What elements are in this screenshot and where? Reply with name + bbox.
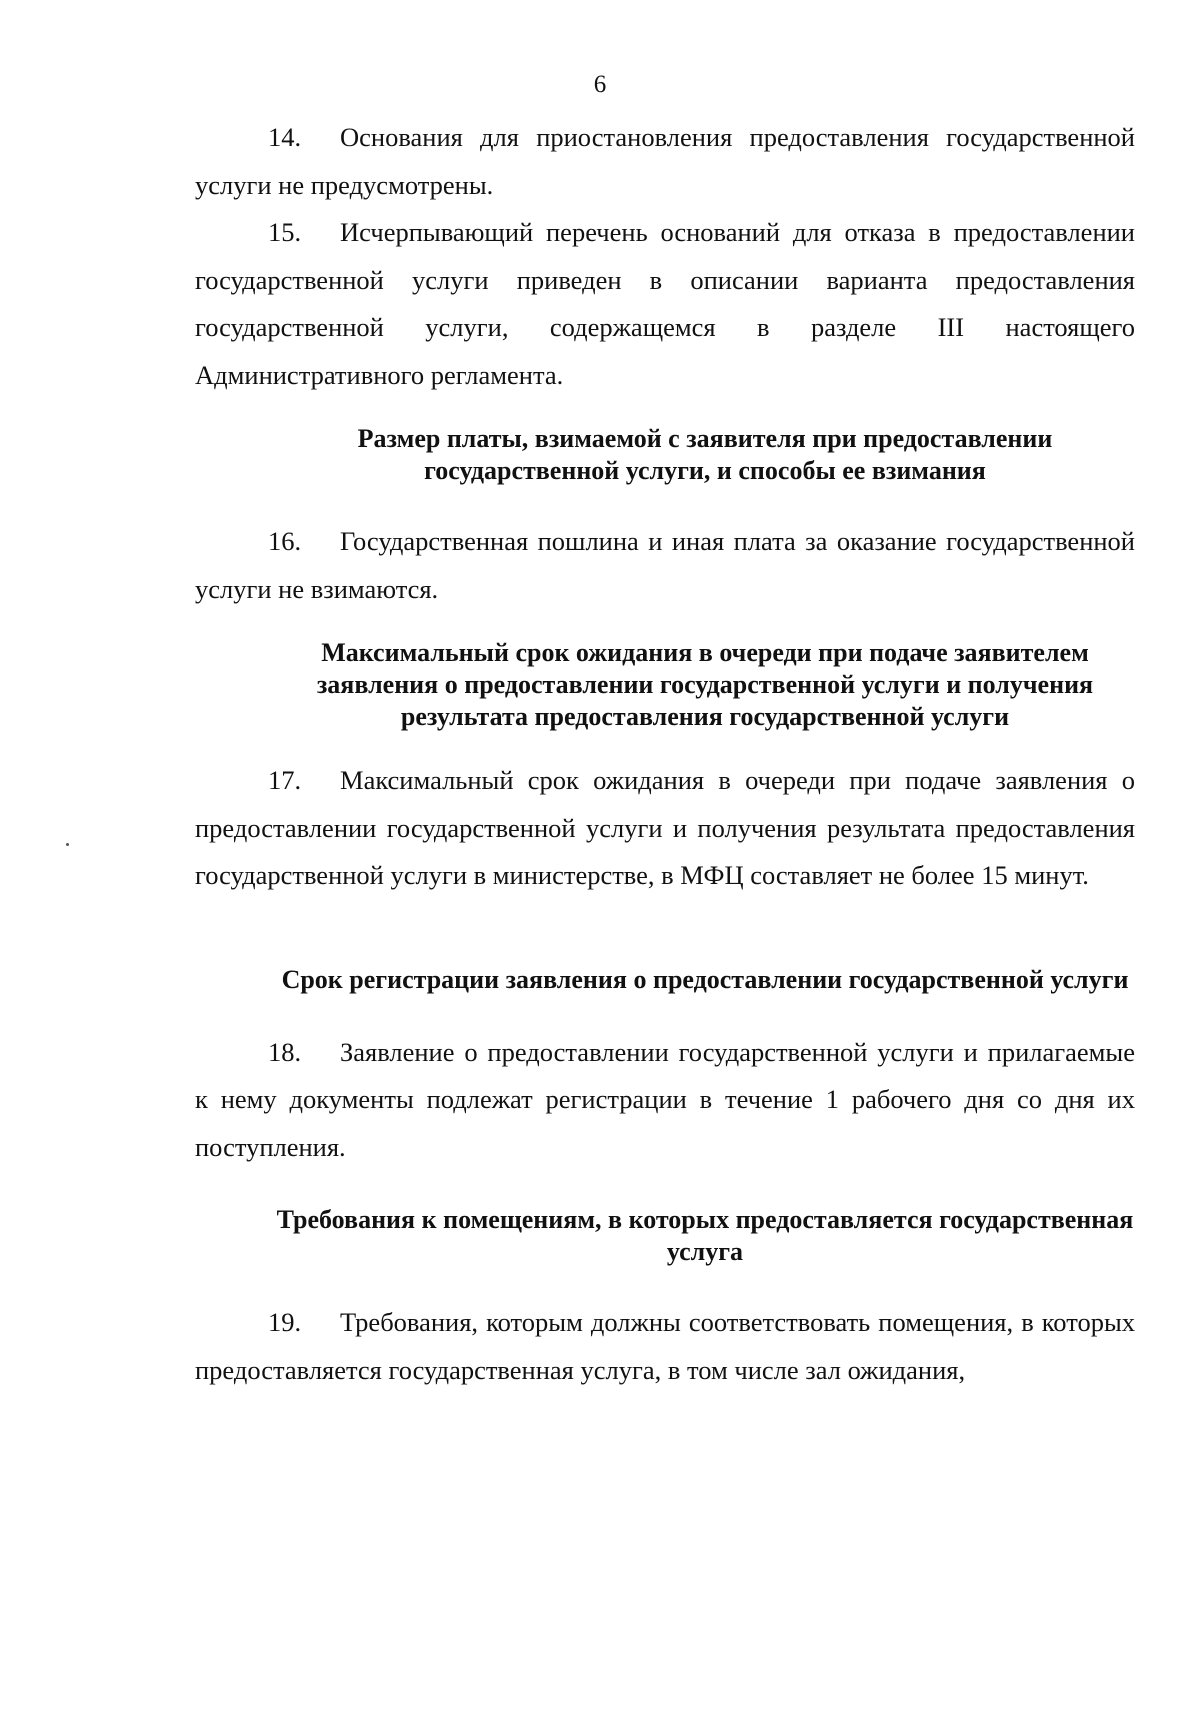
section-heading-premises: Требования к помещениям, в которых предоставляется государственная услуга: [276, 1205, 1134, 1266]
paragraph-text: Максимальный срок ожидания в очереди при подаче заявления о предоставлении государственной услуги и получения результата предоставления государственной услуги в министерстве, в МФЦ составляет не более 15 минут.: [195, 765, 1135, 890]
page-number: 6: [593, 71, 607, 98]
paragraph-number: 15.: [268, 217, 302, 247]
paragraph-text: Основания для приостановления предоставления государственной услуги не предусмотрены.: [195, 122, 1135, 200]
paragraph-text: Государственная пошлина и иная плата за оказание государственной услуги не взимаются.: [195, 526, 1135, 604]
paragraph-text: Заявление о предоставлении государственной услуги и прилагаемые к нему документы подлежат регистрации в течение 1 рабочего дня со дня их поступления.: [195, 1036, 1135, 1162]
section-heading-queue: Максимальный срок ожидания в очереди при подаче заявителем заявления о предоставлении государственной услуги и получения результата предоставления государственной услуги: [316, 638, 1094, 731]
paragraph-number: 17.: [268, 765, 302, 795]
document-body: [195, 114, 1135, 1394]
paragraph-19: [195, 1299, 1135, 1394]
paragraph-number: 14.: [268, 122, 302, 152]
paragraph-18: [195, 1029, 1135, 1172]
paragraph-17: [195, 757, 1135, 900]
paragraph-number: 18.: [268, 1036, 302, 1067]
paragraph-text: Требования, которым должны соответствовать помещения, в которых предоставляется государственная услуга, в том числе зал ожидания,: [195, 1307, 1135, 1385]
section-heading-registration: Срок регистрации заявления о предоставлении государственной услуги: [281, 964, 1129, 994]
paragraph-16: [195, 518, 1135, 613]
section-heading-fee: Размер платы, взимаемой с заявителя при предоставлении государственной услуги, и способы ее взимания: [357, 424, 1053, 485]
paragraph-text: Исчерпывающий перечень оснований для отказа в предоставлении государственной услуги приведен в описании варианта предоставления государственной услуги, содержащемся в разделе III настоящего Административного регламента.: [195, 217, 1135, 390]
paragraph-14: [195, 114, 1135, 209]
paragraph-15: [195, 209, 1135, 399]
scan-speck: [66, 843, 69, 846]
paragraph-number: 19.: [268, 1307, 302, 1337]
paragraph-number: 16.: [268, 526, 302, 556]
